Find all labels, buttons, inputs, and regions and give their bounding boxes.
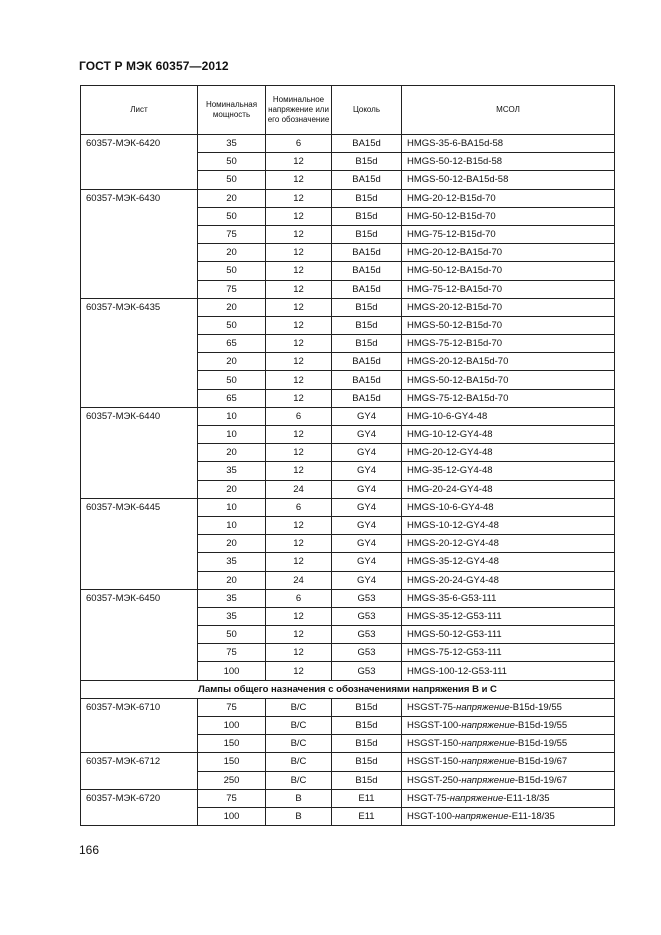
cap-cell: E11 — [332, 807, 402, 825]
cap-cell: G53 — [332, 644, 402, 662]
power-cell: 35 — [198, 553, 266, 571]
power-cell: 50 — [198, 262, 266, 280]
page-number: 166 — [79, 843, 100, 857]
cap-cell: B15d — [332, 717, 402, 735]
msol-code-cell: HMGS-50-12-BA15d-58 — [402, 171, 615, 189]
voltage-cell: 12 — [266, 262, 332, 280]
msol-code-cell: HMG-20-12-GY4-48 — [402, 444, 615, 462]
code-suffix: -B15d-19/55 — [514, 720, 568, 732]
power-cell: 75 — [198, 280, 266, 298]
code-prefix: HSGST-250- — [407, 774, 462, 786]
cap-cell: G53 — [332, 589, 402, 607]
code-voltage-placeholder: напряжение — [461, 738, 515, 750]
power-cell: 20 — [198, 480, 266, 498]
msol-code-cell: HMGS-75-12-B15d-70 — [402, 335, 615, 353]
sheet-cell: 60357-МЭК-6440 — [81, 407, 198, 498]
standard-title: ГОСТ Р МЭК 60357—2012 — [79, 59, 229, 73]
msol-code-cell — [402, 717, 615, 735]
msol-code-cell: HMGS-35-12-GY4-48 — [402, 553, 615, 571]
voltage-cell: 12 — [266, 171, 332, 189]
cap-cell: B15d — [332, 753, 402, 771]
voltage-cell: B/C — [266, 698, 332, 716]
voltage-cell: 12 — [266, 444, 332, 462]
msol-code-cell: HMG-35-12-GY4-48 — [402, 462, 615, 480]
header-sheet: Лист — [81, 86, 198, 135]
msol-code-cell: HMGS-75-12-G53-111 — [402, 644, 615, 662]
cap-cell: GY4 — [332, 462, 402, 480]
voltage-cell: 12 — [266, 298, 332, 316]
sheet-cell: 60357-МЭК-6710 — [81, 698, 198, 753]
voltage-cell: 24 — [266, 480, 332, 498]
cap-cell: B15d — [332, 153, 402, 171]
sheet-cell: 60357-МЭК-6450 — [81, 589, 198, 680]
voltage-cell: 12 — [266, 644, 332, 662]
code-prefix: HSGT-100- — [407, 811, 456, 823]
msol-code-cell: HMG-20-12-BA15d-70 — [402, 244, 615, 262]
voltage-cell: 12 — [266, 244, 332, 262]
code-prefix: HSGST-150- — [407, 738, 462, 750]
section-title: Лампы общего назначения с обозначениями напряжения B и C — [81, 680, 615, 698]
msol-code-cell: HMG-50-12-BA15d-70 — [402, 262, 615, 280]
cap-cell: GY4 — [332, 426, 402, 444]
power-cell: 75 — [198, 225, 266, 243]
msol-code-cell: HMG-10-6-GY4-48 — [402, 407, 615, 425]
voltage-cell: B/C — [266, 735, 332, 753]
power-cell: 50 — [198, 626, 266, 644]
table-row — [81, 753, 615, 771]
cap-cell: BA15d — [332, 244, 402, 262]
voltage-cell: B/C — [266, 753, 332, 771]
cap-cell: BA15d — [332, 262, 402, 280]
code-voltage-placeholder: напряжение — [461, 774, 515, 786]
voltage-cell: 6 — [266, 498, 332, 516]
power-cell: 10 — [198, 407, 266, 425]
voltage-cell: 12 — [266, 153, 332, 171]
msol-code-cell: HMG-75-12-B15d-70 — [402, 225, 615, 243]
power-cell: 35 — [198, 462, 266, 480]
voltage-cell: B/C — [266, 717, 332, 735]
voltage-cell: B — [266, 807, 332, 825]
power-cell: 65 — [198, 389, 266, 407]
cap-cell: GY4 — [332, 516, 402, 534]
msol-code-cell — [402, 807, 615, 825]
cap-cell: G53 — [332, 626, 402, 644]
code-prefix: HSGST-150- — [407, 756, 462, 768]
msol-code-cell: HMGS-50-12-G53-111 — [402, 626, 615, 644]
cap-cell: BA15d — [332, 353, 402, 371]
code-voltage-placeholder: напряжение — [456, 701, 510, 713]
power-cell: 35 — [198, 589, 266, 607]
voltage-cell: 12 — [266, 553, 332, 571]
power-cell: 35 — [198, 135, 266, 153]
table-header-row — [81, 86, 615, 135]
power-cell: 50 — [198, 153, 266, 171]
power-cell: 10 — [198, 516, 266, 534]
power-cell: 65 — [198, 335, 266, 353]
voltage-cell: 12 — [266, 335, 332, 353]
header-power: Номинальная мощность — [198, 86, 266, 135]
code-voltage-placeholder: напряжение — [455, 811, 509, 823]
voltage-cell: 12 — [266, 225, 332, 243]
cap-cell: G53 — [332, 662, 402, 680]
msol-code-cell: HMGS-75-12-BA15d-70 — [402, 389, 615, 407]
power-cell: 50 — [198, 171, 266, 189]
cap-cell: BA15d — [332, 135, 402, 153]
table-body — [81, 135, 615, 826]
cap-cell: GY4 — [332, 553, 402, 571]
sheet-cell: 60357-МЭК-6435 — [81, 298, 198, 407]
msol-code-cell: HMGS-35-6-G53-111 — [402, 589, 615, 607]
cap-cell: GY4 — [332, 407, 402, 425]
table-row — [81, 789, 615, 807]
cap-cell: B15d — [332, 225, 402, 243]
power-cell: 100 — [198, 717, 266, 735]
power-cell: 75 — [198, 789, 266, 807]
table-row — [81, 498, 615, 516]
voltage-cell: 6 — [266, 589, 332, 607]
code-prefix: HSGT-75- — [407, 792, 450, 804]
code-voltage-placeholder: напряжение — [449, 792, 504, 804]
cap-cell: GY4 — [332, 571, 402, 589]
msol-code-cell: HMG-50-12-B15d-70 — [402, 207, 615, 225]
msol-code-cell: HMG-20-24-GY4-48 — [402, 480, 615, 498]
voltage-cell: 12 — [266, 189, 332, 207]
sheet-cell: 60357-МЭК-6720 — [81, 789, 198, 825]
cap-cell: E11 — [332, 789, 402, 807]
power-cell: 75 — [198, 644, 266, 662]
msol-code-cell — [402, 698, 615, 716]
cap-cell: B15d — [332, 335, 402, 353]
table-row — [81, 189, 615, 207]
cap-cell: B15d — [332, 207, 402, 225]
cap-cell: BA15d — [332, 371, 402, 389]
cap-cell: B15d — [332, 298, 402, 316]
power-cell: 50 — [198, 207, 266, 225]
cap-cell: B15d — [332, 771, 402, 789]
voltage-cell: 12 — [266, 426, 332, 444]
voltage-cell: 12 — [266, 626, 332, 644]
table-row — [81, 135, 615, 153]
sheet-cell: 60357-МЭК-6712 — [81, 753, 198, 789]
cap-cell: BA15d — [332, 280, 402, 298]
sheet-cell: 60357-МЭК-6445 — [81, 498, 198, 589]
voltage-cell: 6 — [266, 135, 332, 153]
msol-code-cell: HMG-20-12-B15d-70 — [402, 189, 615, 207]
msol-code-cell: HMG-10-12-GY4-48 — [402, 426, 615, 444]
table-row — [81, 698, 615, 716]
header-msol: МСОЛ — [402, 86, 615, 135]
msol-code-cell: HMGS-50-12-B15d-70 — [402, 316, 615, 334]
voltage-cell: 12 — [266, 280, 332, 298]
power-cell: 20 — [198, 444, 266, 462]
msol-code-cell — [402, 789, 615, 807]
power-cell: 50 — [198, 371, 266, 389]
msol-code-cell: HMGS-20-12-B15d-70 — [402, 298, 615, 316]
msol-code-cell: HMGS-10-12-GY4-48 — [402, 516, 615, 534]
code-suffix: -B15d-19/55 — [509, 701, 562, 713]
msol-code-cell: HMGS-100-12-G53-111 — [402, 662, 615, 680]
cap-cell: BA15d — [332, 389, 402, 407]
cap-cell: GY4 — [332, 498, 402, 516]
msol-code-cell: HMG-75-12-BA15d-70 — [402, 280, 615, 298]
msol-code-cell: HMGS-50-12-BA15d-70 — [402, 371, 615, 389]
power-cell: 35 — [198, 607, 266, 625]
msol-code-cell: HMGS-20-24-GY4-48 — [402, 571, 615, 589]
msol-code-cell — [402, 753, 615, 771]
cap-cell: B15d — [332, 189, 402, 207]
cap-cell: B15d — [332, 316, 402, 334]
voltage-cell: 12 — [266, 462, 332, 480]
cap-cell: B15d — [332, 698, 402, 716]
cap-cell: GY4 — [332, 535, 402, 553]
msol-code-cell — [402, 771, 615, 789]
power-cell: 20 — [198, 298, 266, 316]
voltage-cell: 6 — [266, 407, 332, 425]
voltage-cell: 12 — [266, 207, 332, 225]
power-cell: 10 — [198, 498, 266, 516]
power-cell: 10 — [198, 426, 266, 444]
power-cell: 75 — [198, 698, 266, 716]
cap-cell: BA15d — [332, 171, 402, 189]
code-prefix: HSGST-100- — [407, 720, 462, 732]
msol-code-cell: HMGS-10-6-GY4-48 — [402, 498, 615, 516]
code-suffix: -E11-18/35 — [508, 811, 555, 823]
voltage-cell: 12 — [266, 516, 332, 534]
table-row — [81, 589, 615, 607]
cap-cell: GY4 — [332, 480, 402, 498]
code-suffix: -B15d-19/67 — [514, 756, 568, 768]
sheet-cell: 60357-МЭК-6420 — [81, 135, 198, 190]
msol-code-cell: HMGS-35-12-G53-111 — [402, 607, 615, 625]
voltage-cell: 12 — [266, 389, 332, 407]
lamp-spec-table — [80, 85, 615, 826]
code-voltage-placeholder: напряжение — [461, 756, 515, 768]
code-voltage-placeholder: напряжение — [461, 720, 515, 732]
table-row — [81, 407, 615, 425]
msol-code-cell: HMGS-35-6-BA15d-58 — [402, 135, 615, 153]
power-cell: 20 — [198, 535, 266, 553]
table-row — [81, 298, 615, 316]
voltage-cell: 12 — [266, 316, 332, 334]
voltage-cell: 24 — [266, 571, 332, 589]
msol-code-cell: HMGS-50-12-B15d-58 — [402, 153, 615, 171]
code-suffix: -E11-18/35 — [503, 792, 550, 804]
sheet-cell: 60357-МЭК-6430 — [81, 189, 198, 298]
power-cell: 150 — [198, 735, 266, 753]
power-cell: 20 — [198, 244, 266, 262]
power-cell: 20 — [198, 189, 266, 207]
power-cell: 50 — [198, 316, 266, 334]
cap-cell: GY4 — [332, 444, 402, 462]
code-suffix: -B15d-19/55 — [514, 738, 568, 750]
power-cell: 100 — [198, 807, 266, 825]
voltage-cell: 12 — [266, 371, 332, 389]
power-cell: 250 — [198, 771, 266, 789]
header-cap: Цоколь — [332, 86, 402, 135]
msol-code-cell — [402, 735, 615, 753]
msol-code-cell: HMGS-20-12-BA15d-70 — [402, 353, 615, 371]
voltage-cell: 12 — [266, 535, 332, 553]
power-cell: 20 — [198, 353, 266, 371]
voltage-cell: 12 — [266, 662, 332, 680]
power-cell: 100 — [198, 662, 266, 680]
cap-cell: G53 — [332, 607, 402, 625]
code-suffix: -B15d-19/67 — [514, 774, 568, 786]
cap-cell: B15d — [332, 735, 402, 753]
voltage-cell: B — [266, 789, 332, 807]
voltage-cell: B/C — [266, 771, 332, 789]
voltage-cell: 12 — [266, 353, 332, 371]
header-voltage: Номинальное напряжение или его обозначение — [266, 86, 332, 135]
power-cell: 20 — [198, 571, 266, 589]
msol-code-cell: HMGS-20-12-GY4-48 — [402, 535, 615, 553]
section-row — [81, 680, 615, 698]
voltage-cell: 12 — [266, 607, 332, 625]
code-prefix: HSGST-75- — [407, 701, 457, 713]
power-cell: 150 — [198, 753, 266, 771]
